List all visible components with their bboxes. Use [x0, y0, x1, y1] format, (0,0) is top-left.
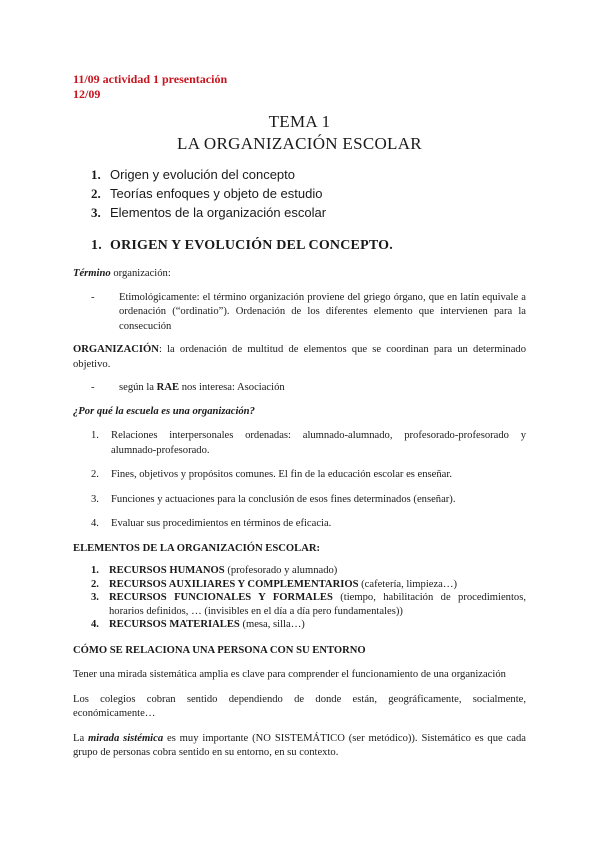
list-num: 2. — [91, 469, 99, 480]
list-num: 1. — [91, 430, 99, 441]
termino-line — [73, 267, 526, 282]
paragraph: Tener una mirada sistemática amplia es clave para comprender el funcionamiento de una organización — [73, 669, 506, 680]
element-detail: (cafetería, limpieza…) — [358, 578, 458, 590]
element-name: RECURSOS AUXILIARES Y COMPLEMENTARIOS — [109, 578, 359, 590]
organizacion-label: ORGANIZACIÓN — [73, 344, 159, 355]
question-text: ¿Por qué la escuela es una organización? — [73, 405, 255, 417]
para3-emphasis: mirada sistémica — [88, 732, 164, 744]
list-item — [73, 517, 526, 532]
rae-post: nos interesa: Asociación — [179, 382, 285, 393]
reasons-list — [73, 429, 526, 532]
toc-text: Origen y evolución del concepto — [110, 167, 296, 182]
list-text: Evaluar sus procedimientos en términos de eficacia. — [111, 518, 332, 529]
list-item — [73, 493, 526, 508]
element-detail: (mesa, silla…) — [239, 619, 305, 630]
paragraph: Los colegios cobran sentido dependiendo de donde están, geográficamente, socialmente, económicamente… — [73, 693, 526, 719]
rae-pre: según la — [119, 382, 157, 393]
question-heading — [73, 405, 526, 420]
list-item: - Etimológicamente: el término organización proviene del griego órgano, que en latín equivale a ordenación (“ordinatio”). Ordenación de los diferentes elemento que intervienen para la consecución — [73, 291, 526, 335]
organizacion-text: : la ordenación de multitud de elementos que se coordinan para un determinado objetivo. — [73, 344, 526, 370]
etymology-text: Etimológicamente: el término organización proviene del griego órgano, que en latín equivale a ordenación (“ordinatio”). Ordenación de los diferentes elemento que intervienen para la consecución — [119, 291, 526, 332]
relation-heading-text: CÓMO SE RELACIONA UNA PERSONA CON SU ENTORNO — [73, 644, 366, 656]
list-num: 4. — [91, 518, 99, 529]
rae-label: RAE — [156, 382, 180, 393]
date-note-1: 11/09 actividad 1 presentación — [73, 72, 228, 86]
toc-text: Elementos de la organización escolar — [110, 205, 327, 220]
rae-list — [73, 381, 526, 396]
elements-heading-text: ELEMENTOS DE LA ORGANIZACIÓN ESCOLAR: — [73, 542, 321, 554]
list-item — [73, 618, 526, 632]
element-name: RECURSOS MATERIALES — [109, 619, 240, 630]
termino-label: Término — [73, 268, 111, 279]
list-item — [73, 578, 526, 592]
toc-num: 1. — [91, 167, 101, 182]
element-name: RECURSOS HUMANOS — [109, 565, 225, 576]
section-num: 1. — [91, 238, 102, 253]
elements-heading — [73, 542, 526, 557]
toc-item — [91, 184, 526, 203]
list-num: 4. — [91, 619, 99, 630]
title-line-1: TEMA 1 — [268, 112, 331, 131]
toc-text: Teorías enfoques y objeto de estudio — [110, 186, 323, 201]
table-of-contents — [91, 165, 526, 222]
toc-num: 2. — [91, 186, 101, 201]
etymology-list — [73, 291, 526, 335]
list-text: Fines, objetivos y propósitos comunes. El fin de la educación escolar es enseñar. — [111, 469, 452, 480]
para3-pre: La — [73, 732, 89, 744]
page-title — [73, 111, 526, 155]
list-num: 1. — [91, 565, 99, 576]
toc-item — [91, 165, 526, 184]
toc-num: 3. — [91, 205, 101, 220]
section-title: ORIGEN Y EVOLUCIÓN DEL CONCEPTO. — [110, 238, 393, 253]
list-item — [73, 429, 526, 458]
title-line-2: LA ORGANIZACIÓN ESCOLAR — [177, 134, 422, 153]
section-heading — [73, 238, 526, 254]
element-name: RECURSOS FUNCIONALES Y FORMALES — [109, 592, 333, 603]
paragraph — [73, 732, 526, 761]
organizacion-definition — [73, 343, 526, 372]
list-num: 3. — [91, 493, 99, 505]
list-text: Funciones y actuaciones para la conclusión de esos fines determinados (enseñar). — [111, 493, 456, 505]
list-text: Relaciones interpersonales ordenadas: alumnado-alumnado, profesorado-profesorado y alumnado-profesorado. — [111, 430, 526, 456]
relation-heading — [73, 644, 526, 659]
list-item — [73, 468, 526, 483]
list-num: 2. — [91, 578, 99, 590]
list-item — [73, 564, 526, 578]
list-item — [73, 591, 526, 618]
list-num: 3. — [91, 592, 99, 603]
element-detail: (profesorado y alumnado) — [224, 565, 338, 576]
list-item: - según la RAE nos interesa: Asociación — [91, 382, 285, 393]
toc-item — [91, 203, 526, 222]
para3-post: es muy importante (NO SISTEMÁTICO (ser metódico)). Sistemático es que cada grupo de personas cobra sentido en su entorno, en su contexto. — [73, 732, 526, 758]
elements-list — [73, 564, 526, 632]
date-note-2: 12/09 — [73, 87, 101, 101]
element-detail: (tiempo, habilitación de procedimientos, horarios definidos, … (invisibles en el día a día pero fundamentales)) — [109, 592, 526, 617]
termino-rest: organización: — [110, 268, 171, 279]
